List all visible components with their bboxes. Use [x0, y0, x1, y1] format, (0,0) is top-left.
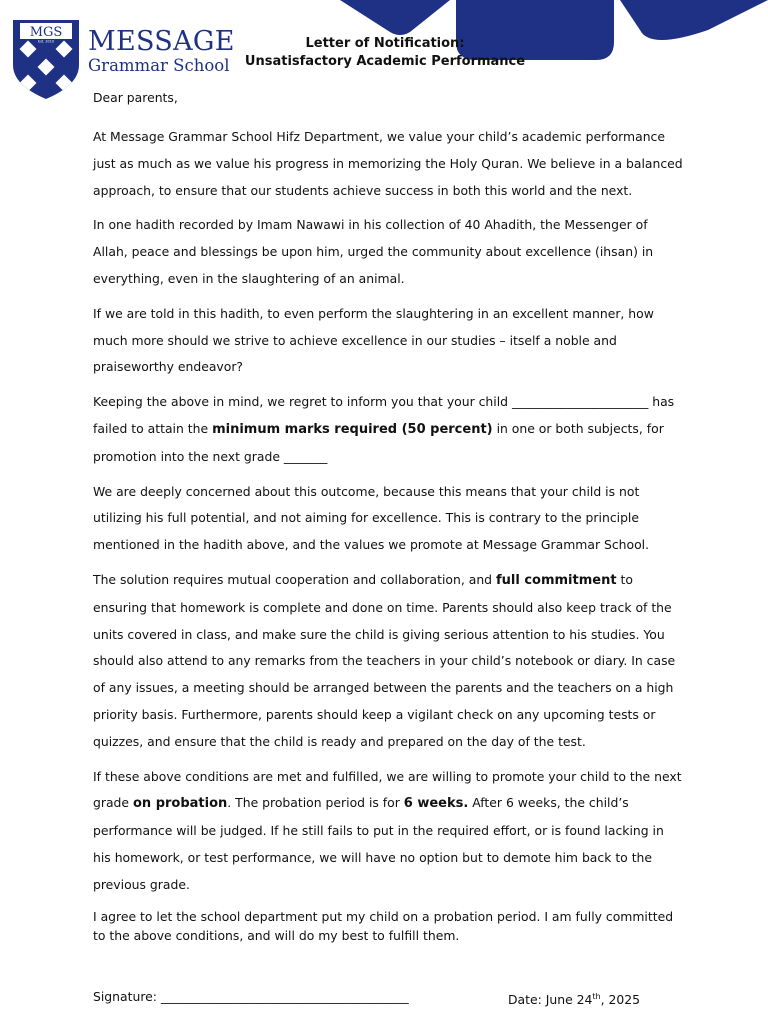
- probation-text-b: . The probation period is for: [227, 795, 404, 811]
- letter-title: [240, 35, 530, 71]
- shield-initials: MGS: [29, 25, 63, 40]
- minimum-marks-emphasis: minimum marks required (50 percent): [212, 421, 493, 437]
- solution-text-a: The solution requires mutual cooperation and collaboration, and: [93, 571, 496, 587]
- probation-text-a: If these above conditions are met and fulfilled, we are willing to promote your child to the next grade: [93, 768, 682, 811]
- title-line2: Unsatisfactory Academic Performance: [244, 54, 526, 69]
- date-suffix: , 2025: [600, 992, 641, 1008]
- paragraph-intro: At Message Grammar School Hifz Department, we value your child’s academic performance just as much as we value his progress in memorizing the Holy Quran. We believe in a balanced approach, to ensure that our students achieve success in both this world and the next.: [93, 129, 683, 198]
- full-commitment-emphasis: full commitment: [495, 572, 617, 588]
- paragraph-excellence: If we are told in this hadith, to even perform the slaughtering in an excellent manner, how much more should we strive to achieve excellence in our studies – itself a noble and praiseworthy endeavor?: [93, 305, 654, 375]
- signature-line[interactable]: Signature: ________________________________________: [93, 989, 409, 1004]
- paragraph-notification: [93, 389, 683, 470]
- shield-icon: [10, 17, 82, 101]
- salutation: Dear parents,: [93, 90, 178, 105]
- school-name-line1: MESSAGE: [88, 26, 235, 57]
- paragraph-solution: [93, 567, 683, 756]
- solution-text-b: to ensuring that homework is complete and done on time. Parents should also keep track of the units covered in class, and make sure the child is giving serious attention to his studies. You should also attend to any remarks from the teachers in your child’s notebook or diary. In case of any issues, a meeting should be arranged between the parents and the teachers on a high priority basis. Furthermore, parents should keep a vigilant check on any upcoming tests or quizzes, and ensure that the child is ready and prepared on the day of the test.: [93, 571, 676, 749]
- on-probation-emphasis: on probation: [132, 796, 228, 812]
- date-prefix: Date: June 24: [508, 992, 593, 1008]
- six-weeks-emphasis: 6 weeks.: [403, 796, 469, 812]
- date-field: [508, 988, 640, 1009]
- paragraph-probation: [93, 764, 683, 899]
- shield-established: Est. 2010: [37, 39, 55, 44]
- date-ordinal: th: [592, 992, 601, 1001]
- paragraph-concern: We are deeply concerned about this outcome, because this means that your child is not utilizing his full potential, and not aiming for excellence. This is contrary to the principle mentioned in the hadith above, and the values we promote at Message Grammar School.: [93, 483, 650, 553]
- paragraph-hadith: In one hadith recorded by Imam Nawawi in his collection of 40 Ahadith, the Messenger of Allah, peace and blessings be upon him, urged the community about excellence (ihsan) in everything, even in the slaughtering of an animal.: [93, 217, 654, 286]
- title-line1: Letter of Notification:: [305, 36, 465, 51]
- notification-text-b: in one or both subjects, for promotion into the next grade _______: [93, 420, 664, 464]
- letter-body: [93, 88, 683, 945]
- school-name-line2: Grammar School: [88, 56, 230, 75]
- notification-text-a: Keeping the above in mind, we regret to inform you that your child ______________________ has failed to attain the: [93, 394, 675, 436]
- probation-text-c: After 6 weeks, the child’s performance will be judged. If he still fails to put in the required effort, or is found lacking in his homework, or test performance, we will have no option but to demote him back to the previous grade.: [93, 795, 664, 892]
- agreement-statement: I agree to let the school department put my child on a probation period. I am fully committed to the above conditions, and will do my best to fulfill them.: [93, 908, 674, 943]
